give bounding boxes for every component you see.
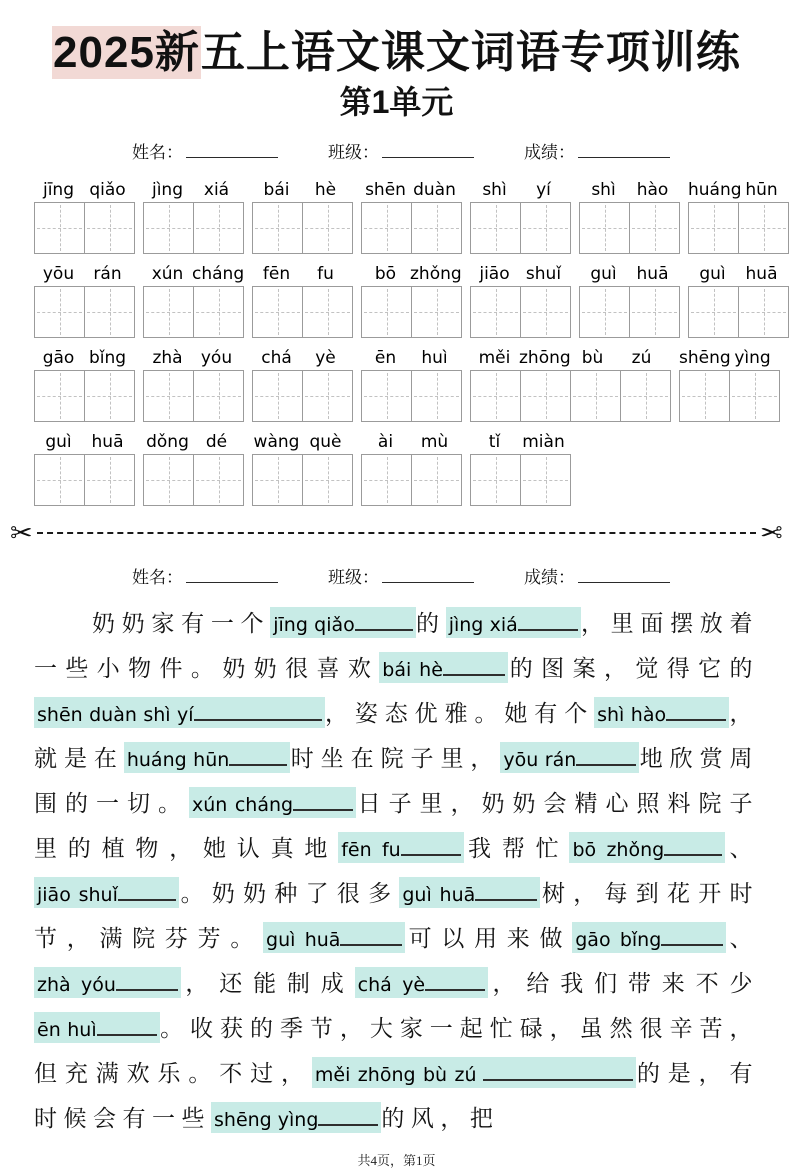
passage-text: 的图案，觉得它的 [507, 655, 759, 681]
class-label: 班级： [328, 567, 379, 587]
blank-pinyin-hint: guì huā [266, 928, 341, 951]
writing-grid [361, 202, 462, 254]
passage-text: 奶奶家有一个 [92, 610, 271, 636]
blank-pinyin-hint: jiāo shuǐ [37, 883, 118, 906]
writing-cell[interactable] [35, 287, 84, 337]
fill-in-blank[interactable] [263, 922, 405, 953]
blank-underline[interactable] [661, 933, 723, 946]
passage-text: 可以用来做 [405, 925, 573, 951]
passage-text: ，姿态优雅。她有个 [324, 700, 595, 726]
pinyin-syllable: měi [478, 347, 511, 368]
fill-in-blank[interactable] [379, 652, 508, 683]
pinyin-line [252, 257, 353, 286]
pinyin-syllable: guì [45, 431, 72, 452]
pinyin-syllable: què [309, 431, 342, 452]
name-input-line[interactable] [186, 568, 278, 583]
pinyin-syllable: tǐ [488, 431, 501, 452]
fill-in-blank[interactable] [312, 1057, 480, 1088]
writing-cell[interactable] [411, 203, 461, 253]
blank-underline[interactable] [194, 708, 322, 721]
writing-cell[interactable] [680, 371, 729, 421]
name-field [132, 563, 278, 588]
pinyin-syllable: chá [261, 347, 292, 368]
blank-underline[interactable] [475, 888, 537, 901]
pinyin-line [361, 257, 462, 286]
writing-grid [679, 370, 780, 422]
writing-cell[interactable] [689, 203, 738, 253]
writing-cell[interactable] [362, 287, 411, 337]
word-group [252, 257, 353, 338]
blank-pinyin-hint: fēn fu [341, 838, 401, 861]
blank-underline[interactable] [118, 888, 176, 901]
pinyin-line [470, 341, 671, 370]
pinyin-syllable: hūn [745, 179, 778, 200]
passage-text: ，给我们带来不少 [488, 970, 760, 996]
blank-pinyin-hint: shì hào [597, 703, 667, 726]
cut-dashed-line [37, 532, 757, 534]
cut-divider [10, 517, 783, 549]
writing-cell[interactable] [144, 455, 193, 505]
page-title-highlight: 2025新 [53, 28, 200, 77]
writing-cell[interactable] [84, 455, 134, 505]
passage-text: ，就是在 [34, 700, 759, 771]
word-group [579, 173, 680, 254]
pinyin-line [470, 173, 571, 202]
passage-text: 。收获的季节，大家一起忙碌，虽然很辛苦，但充满欢乐。不过， [34, 1015, 759, 1086]
writing-cell[interactable] [144, 287, 193, 337]
word-group [34, 257, 135, 338]
writing-grid [688, 202, 789, 254]
writing-grid [34, 202, 135, 254]
blank-pinyin-hint: jīng qiǎo [273, 613, 355, 636]
pinyin-syllable: wàng [253, 431, 300, 452]
word-group [143, 173, 244, 254]
blank-pinyin-hint: měi zhōng bù zú [314, 1063, 477, 1086]
blank-pinyin-hint: bái hè [382, 658, 443, 681]
pinyin-syllable: yè [315, 347, 336, 368]
pinyin-syllable: miàn [522, 431, 565, 452]
pinyin-syllable: cháng [192, 263, 245, 284]
word-group [688, 257, 789, 338]
pinyin-line [361, 173, 462, 202]
writing-cell[interactable] [411, 371, 461, 421]
passage-text: 的 [415, 610, 446, 636]
blank-pinyin-hint: gāo bǐng [575, 928, 662, 951]
writing-cell[interactable] [471, 371, 520, 421]
writing-cell[interactable] [253, 203, 302, 253]
word-group [679, 341, 780, 422]
score-label: 成绩： [524, 142, 575, 162]
blank-pinyin-hint: huáng hūn [126, 748, 230, 771]
writing-cell[interactable] [520, 287, 570, 337]
fill-in-blank[interactable] [500, 742, 639, 773]
writing-cell[interactable] [193, 287, 243, 337]
class-label: 班级： [328, 142, 379, 162]
writing-cell[interactable] [302, 371, 352, 421]
writing-grid [34, 454, 135, 506]
writing-cell[interactable] [253, 287, 302, 337]
pinyin-syllable: ēn [374, 347, 397, 368]
word-group [34, 341, 135, 422]
pinyin-grid-rows [34, 173, 778, 506]
pinyin-line [470, 425, 571, 454]
writing-cell[interactable] [570, 371, 620, 421]
word-group [252, 425, 353, 506]
pinyin-syllable: duàn [413, 179, 456, 200]
writing-cell[interactable] [629, 203, 679, 253]
pinyin-syllable: shì [482, 179, 507, 200]
writing-cell[interactable] [84, 371, 134, 421]
blank-underline[interactable] [666, 708, 726, 721]
page-title-rest: 五上语文课文词语专项训练 [200, 28, 741, 77]
word-group [470, 425, 571, 506]
writing-cell[interactable] [471, 455, 520, 505]
writing-grid [252, 370, 353, 422]
class-input-line[interactable] [382, 568, 474, 583]
scissors-icon: ✂ [10, 517, 33, 549]
passage-text: 的风，把 [381, 1105, 500, 1131]
pinyin-line [34, 425, 135, 454]
writing-grid [470, 286, 571, 338]
word-group [361, 257, 462, 338]
writing-cell[interactable] [84, 287, 134, 337]
blank-pinyin-hint: guì huā [402, 883, 476, 906]
pinyin-syllable: huā [745, 263, 778, 284]
pinyin-syllable: jìng [151, 179, 183, 200]
blank-pinyin-hint: shēng yìng [214, 1108, 319, 1131]
passage-text: 树，每到花开时节，满院芬芳。 [34, 880, 759, 951]
blank-underline[interactable] [576, 753, 636, 766]
fill-in-blank[interactable] [569, 832, 725, 863]
pinyin-line [688, 173, 789, 202]
score-input-line[interactable] [578, 143, 670, 158]
writing-cell[interactable] [144, 371, 193, 421]
writing-cell[interactable] [580, 203, 629, 253]
fill-in-blank[interactable] [338, 832, 464, 863]
blank-underline[interactable] [229, 753, 287, 766]
name-input-line[interactable] [186, 143, 278, 158]
blank-underline[interactable] [483, 1068, 633, 1081]
pinyin-row [34, 425, 759, 506]
passage-text: 、 [725, 835, 760, 861]
word-group [688, 173, 789, 254]
word-group [143, 425, 244, 506]
pinyin-syllable: fu [317, 263, 334, 284]
pinyin-syllable: shēng [679, 347, 731, 368]
writing-grid [252, 286, 353, 338]
pinyin-syllable: mù [420, 431, 449, 452]
fill-in-blank[interactable] [355, 967, 488, 998]
pinyin-syllable: bō [374, 263, 397, 284]
score-field [524, 138, 670, 163]
pinyin-syllable: huì [421, 347, 448, 368]
pinyin-row [34, 257, 778, 338]
blank-pinyin-hint: xún cháng [191, 793, 294, 816]
writing-cell[interactable] [629, 287, 679, 337]
header-fields-bottom [132, 563, 759, 588]
writing-cell[interactable] [520, 371, 570, 421]
word-group [361, 173, 462, 254]
passage-text: 时坐在院子里， [290, 745, 501, 771]
pinyin-syllable: dǒng [146, 431, 189, 452]
pinyin-line [679, 341, 780, 370]
writing-grid [252, 454, 353, 506]
writing-grid [143, 370, 244, 422]
pinyin-syllable: dé [205, 431, 228, 452]
word-group [34, 173, 135, 254]
score-label: 成绩： [524, 567, 575, 587]
writing-cell[interactable] [689, 287, 738, 337]
blank-underline[interactable] [355, 618, 413, 631]
blank-pinyin-hint: chá yè [357, 973, 426, 996]
writing-grid [470, 370, 671, 422]
blank-underline[interactable] [425, 978, 485, 991]
fill-in-blank[interactable] [446, 607, 581, 638]
pinyin-syllable: gāo [42, 347, 75, 368]
score-input-line[interactable] [578, 568, 670, 583]
writing-cell[interactable] [253, 455, 302, 505]
writing-grid [470, 202, 571, 254]
pinyin-syllable: huáng [688, 179, 742, 200]
pinyin-syllable: shì [591, 179, 616, 200]
unit-subtitle: 第1单元 [339, 84, 454, 121]
pinyin-line [34, 341, 135, 370]
writing-grid [361, 370, 462, 422]
blank-pinyin-hint: bō zhǒng [572, 838, 665, 861]
writing-cell[interactable] [35, 455, 84, 505]
writing-grid [361, 454, 462, 506]
writing-grid [34, 286, 135, 338]
blank-underline[interactable] [443, 663, 505, 676]
writing-cell[interactable] [411, 287, 461, 337]
pinyin-syllable: guì [590, 263, 617, 284]
word-group [252, 341, 353, 422]
blank-underline[interactable] [401, 843, 461, 856]
fill-in-blank[interactable] [211, 1102, 381, 1133]
writing-cell[interactable] [35, 203, 84, 253]
blank-pinyin-hint: shēn duàn shì yí [37, 703, 194, 726]
pinyin-syllable: ài [377, 431, 394, 452]
page-number: 共4页，第1页 [357, 1152, 436, 1168]
writing-cell[interactable] [302, 287, 352, 337]
writing-cell[interactable] [471, 203, 520, 253]
worksheet-page [0, 24, 793, 1169]
pinyin-line [470, 257, 571, 286]
blank-pinyin-hint: jìng xiá [448, 613, 518, 636]
writing-cell[interactable] [362, 371, 411, 421]
pinyin-line [143, 341, 244, 370]
blank-pinyin-hint: yōu rán [503, 748, 577, 771]
writing-grid [143, 202, 244, 254]
word-group [579, 257, 680, 338]
writing-grid [361, 286, 462, 338]
writing-cell[interactable] [738, 287, 788, 337]
pinyin-line [579, 173, 680, 202]
fill-in-blank[interactable] [399, 877, 540, 908]
word-group [470, 173, 571, 254]
writing-grid [579, 202, 680, 254]
writing-cell[interactable] [738, 203, 788, 253]
word-group [143, 257, 244, 338]
fill-in-blank[interactable] [34, 877, 179, 908]
class-field [328, 563, 474, 588]
blank-pinyin-hint: ēn huì [37, 1018, 97, 1041]
pinyin-line [34, 257, 135, 286]
writing-cell[interactable] [729, 371, 779, 421]
class-input-line[interactable] [382, 143, 474, 158]
writing-grid [470, 454, 571, 506]
passage-text: 我帮忙 [463, 835, 570, 861]
writing-grid [143, 286, 244, 338]
passage-text: 地欣赏周围的一切。 [34, 745, 760, 816]
pinyin-syllable: bù [581, 347, 604, 368]
pinyin-syllable: hào [636, 179, 669, 200]
word-group [252, 173, 353, 254]
pinyin-line [579, 257, 680, 286]
writing-cell[interactable] [580, 287, 629, 337]
word-group [470, 341, 671, 422]
pinyin-syllable: zhǒng [410, 263, 462, 284]
name-label: 姓名： [132, 567, 183, 587]
blank-underline[interactable] [318, 1113, 378, 1126]
pinyin-syllable: rán [93, 263, 122, 284]
passage-text: 日子里，奶奶会精心照料院子里的植物，她认真地 [34, 790, 760, 861]
blank-underline[interactable] [116, 978, 178, 991]
writing-cell[interactable] [193, 371, 243, 421]
writing-cell[interactable] [411, 455, 461, 505]
fill-in-blank[interactable] [270, 607, 416, 638]
fill-in-blank[interactable] [189, 787, 356, 818]
writing-cell[interactable] [520, 203, 570, 253]
pinyin-line [688, 257, 789, 286]
word-group [470, 257, 571, 338]
pinyin-syllable: shuǐ [525, 263, 562, 284]
passage-text: 。奶奶种了很多 [178, 880, 400, 906]
passage [34, 602, 759, 1142]
writing-cell[interactable] [471, 287, 520, 337]
writing-grid [579, 286, 680, 338]
pinyin-line [34, 173, 135, 202]
writing-cell[interactable] [620, 371, 670, 421]
blank-underline[interactable] [97, 1023, 157, 1036]
writing-grid [34, 370, 135, 422]
fill-in-blank[interactable] [124, 742, 290, 773]
pinyin-syllable: bái [263, 179, 290, 200]
pinyin-line [361, 341, 462, 370]
writing-cell[interactable] [253, 371, 302, 421]
word-group [34, 425, 135, 506]
blank-underline[interactable] [293, 798, 353, 811]
pinyin-syllable: huā [636, 263, 669, 284]
pinyin-syllable: fēn [262, 263, 291, 284]
pinyin-syllable: zú [631, 347, 652, 368]
pinyin-line [143, 257, 244, 286]
passage-text: ，还能制成 [180, 970, 355, 996]
blank-underline[interactable] [518, 618, 578, 631]
writing-cell[interactable] [193, 455, 243, 505]
name-field [132, 138, 278, 163]
blank-underline[interactable] [340, 933, 402, 946]
pinyin-syllable: guì [699, 263, 726, 284]
fill-in-blank[interactable] [34, 697, 325, 728]
pinyin-row [34, 341, 771, 422]
pinyin-syllable: yōu [42, 263, 75, 284]
blank-pinyin-hint: zhà yóu [37, 973, 116, 996]
word-group [143, 341, 244, 422]
pinyin-syllable: jiāo [479, 263, 510, 284]
scissors-icon: ✂ [760, 517, 783, 549]
pinyin-syllable: zhōng [519, 347, 571, 368]
word-group [361, 341, 462, 422]
pinyin-line [143, 425, 244, 454]
header-fields-top [132, 138, 759, 163]
page-title [34, 24, 759, 81]
writing-grid [252, 202, 353, 254]
fill-in-blank[interactable] [34, 1012, 160, 1043]
writing-cell[interactable] [144, 203, 193, 253]
pinyin-line [143, 173, 244, 202]
writing-cell[interactable] [302, 455, 352, 505]
pinyin-syllable: qiǎo [89, 179, 126, 200]
pinyin-row [34, 173, 778, 254]
writing-cell[interactable] [84, 203, 134, 253]
writing-cell[interactable] [520, 455, 570, 505]
score-field [524, 563, 670, 588]
writing-cell[interactable] [362, 203, 411, 253]
pinyin-syllable: huā [91, 431, 124, 452]
writing-cell[interactable] [362, 455, 411, 505]
pinyin-syllable: jīng [42, 179, 74, 200]
pinyin-syllable: hè [314, 179, 337, 200]
writing-grid [143, 454, 244, 506]
blank-underline[interactable] [664, 843, 722, 856]
pinyin-syllable: bǐng [88, 347, 127, 368]
passage-text: 的是，有时候会有一些 [34, 1060, 760, 1131]
pinyin-syllable: zhà [152, 347, 183, 368]
pinyin-syllable: yóu [200, 347, 233, 368]
writing-cell[interactable] [35, 371, 84, 421]
pinyin-syllable: yí [536, 179, 551, 200]
pinyin-line [361, 425, 462, 454]
class-field [328, 138, 474, 163]
pinyin-syllable: xún [151, 263, 184, 284]
fill-in-blank[interactable] [572, 922, 726, 953]
name-label: 姓名： [132, 142, 183, 162]
passage-text: 、 [726, 925, 760, 951]
writing-grid [688, 286, 789, 338]
pinyin-line [252, 173, 353, 202]
fill-in-blank[interactable] [34, 967, 181, 998]
fill-in-blank[interactable] [594, 697, 729, 728]
fill-in-blank[interactable] [480, 1057, 636, 1088]
word-group [361, 425, 462, 506]
writing-cell[interactable] [193, 203, 243, 253]
pinyin-line [252, 425, 353, 454]
writing-cell[interactable] [302, 203, 352, 253]
pinyin-syllable: shēn [365, 179, 406, 200]
passage-text: ，里面摆放着一些小物件。奶奶很喜欢 [34, 610, 760, 681]
pinyin-line [252, 341, 353, 370]
pinyin-syllable: xiá [203, 179, 230, 200]
pinyin-syllable: yìng [734, 347, 771, 368]
